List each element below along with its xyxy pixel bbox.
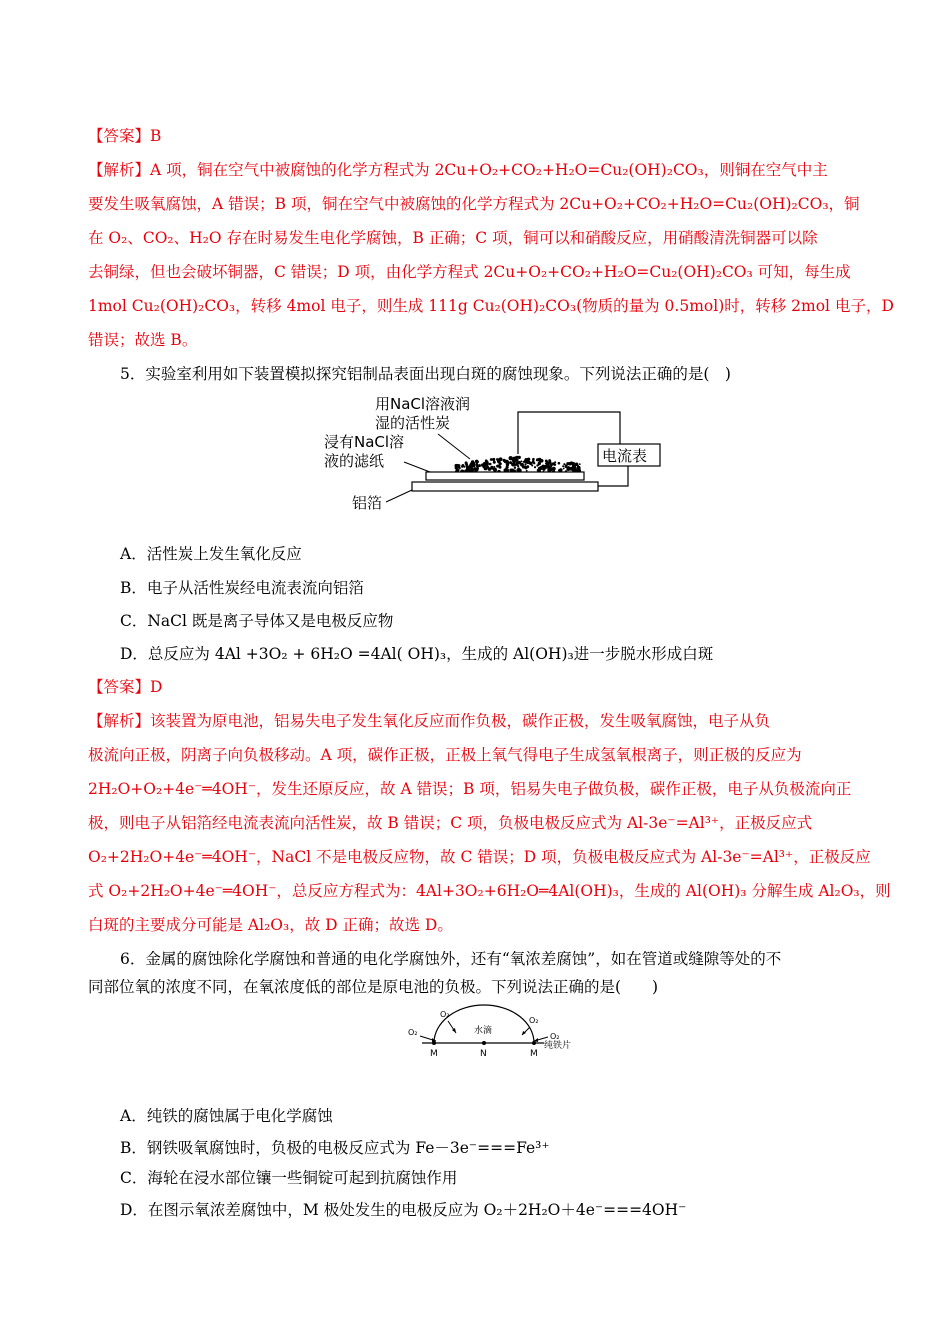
label-carbon: 用NaCl溶液润: [375, 395, 471, 413]
label-paper: 液的滤纸: [324, 452, 385, 470]
q6-oxygen-cell-figure: [398, 1003, 588, 1081]
activated-carbon: [455, 456, 582, 474]
q5-analysis-line: 2H₂O+O₂+4e⁻═4OH⁻，发生还原反应，故 A 错误；B 项，铝易失电子做负极，碳作正极，电子从负极流向正: [88, 780, 852, 798]
m-right-point: [532, 1041, 536, 1045]
q4-analysis-line: 要发生吸氧腐蚀，A 错误；B 项，铜在空气中被腐蚀的化学方程式为 2Cu+O₂+CO₂+H₂O=Cu₂(OH)₂CO₃，铜: [88, 195, 860, 213]
label-carbon: 湿的活性炭: [375, 414, 451, 432]
q5-option-c: C．NaCl 既是离子导体又是电极反应物: [120, 612, 394, 630]
analysis-label: 【解析】: [88, 161, 151, 179]
q4-analysis-line: 去铜绿，但也会破坏铜器，C 错误；D 项，由化学方程式 2Cu+O₂+CO₂+H₂O=Cu₂(OH)₂CO₃ 可知，每生成: [88, 263, 851, 281]
q5-option-d: D．总反应为 4Al +3O₂ + 6H₂O =4Al( OH)₃，生成的 Al(OH)₃进一步脱水形成白斑: [120, 645, 714, 663]
q4-answer: 【答案】B: [88, 127, 162, 145]
q5-analysis-line: 式 O₂+2H₂O+4e⁻═4OH⁻，总反应方程式为：4Al+3O₂+6H₂O═4Al(OH)₃，生成的 Al(OH)₃ 分解生成 Al₂O₃，则: [88, 882, 891, 900]
label-meter: 电流表: [602, 447, 648, 465]
m-left-label: M: [430, 1049, 438, 1059]
q5-analysis-line: 【解析】该装置为原电池，铝易失电子发生氧化反应而作负极，碳作正极，发生吸氧腐蚀，电子从负: [88, 712, 771, 730]
o2-label: O₂: [529, 1016, 539, 1025]
o2-label: O₂: [408, 1028, 418, 1037]
m-right-label: M: [530, 1049, 538, 1059]
q4-analysis-line: 1mol Cu₂(OH)₂CO₃，转移 4mol 电子，则生成 111g Cu₂(OH)₂CO₃(物质的量为 0.5mol)时，转移 2mol 电子，D: [88, 297, 894, 315]
q4-analysis-line: 【解析】A 项，铜在空气中被腐蚀的化学方程式为 2Cu+O₂+CO₂+H₂O=Cu₂(OH)₂CO₃，则铜在空气中主: [88, 161, 828, 179]
q5-analysis-line: 极，则电子从铝箔经电流表流向活性炭，故 B 错误；C 项，负极电极反应式为 Al-3e⁻=Al³⁺，正极反应式: [88, 814, 813, 832]
q4-analysis-line: 错误；故选 B。: [88, 331, 198, 349]
leader-line: [438, 434, 470, 459]
q6-stem: 同部位氧的浓度不同，在氧浓度低的部位是原电池的负极。下列说法正确的是( ): [88, 978, 659, 996]
analysis-label: 【解析】: [88, 712, 151, 730]
q6-option-b: B．钢铁吸氧腐蚀时，负极的电极反应式为 Fe－3e⁻===Fe³⁺: [120, 1139, 550, 1157]
label-foil: 铝箔: [352, 494, 383, 512]
q6-option-a: A．纯铁的腐蚀属于电化学腐蚀: [120, 1107, 333, 1125]
q5-analysis-line: O₂+2H₂O+4e⁻═4OH⁻，NaCl 不是电极反应物，故 C 错误；D 项，负极电极反应式为 Al-3e⁻=Al³⁺，正极反应: [88, 848, 871, 866]
wire: [598, 466, 628, 486]
leader-line: [386, 490, 412, 502]
q5-analysis-line: 白斑的主要成分可能是 Al₂O₃，故 D 正确；故选 D。: [88, 916, 453, 934]
q6-stem: 6．金属的腐蚀除化学腐蚀和普通的电化学腐蚀外，还有“氧浓差腐蚀”，如在管道或缝隙等处的不: [120, 950, 782, 968]
leader-line: [404, 462, 430, 472]
label-paper: 浸有NaCl溶: [324, 433, 405, 451]
q5-option-b: B．电子从活性炭经电流表流向铝箔: [120, 579, 364, 597]
q5-answer: 【答案】D: [88, 678, 163, 696]
o2-label: O₂: [440, 1010, 450, 1019]
o2-label: O₂: [550, 1032, 560, 1041]
q6-option-c: C．海轮在浸水部位镶一些铜锭可起到抗腐蚀作用: [120, 1169, 458, 1187]
q5-option-a: A．活性炭上发生氧化反应: [120, 545, 302, 563]
iron-label: 纯铁片: [544, 1041, 572, 1051]
n-label: N: [480, 1049, 487, 1059]
water-label: 水滴: [474, 1026, 493, 1036]
q5-stem: 5．实验室利用如下装置模拟探究铝制品表面出现白斑的腐蚀现象。下列说法正确的是( ): [120, 365, 731, 383]
q5-analysis-line: 极流向正极，阴离子向负极移动。A 项，碳作正极，正极上氧气得电子生成氢氧根离子，则正极的反应为: [88, 746, 802, 764]
q6-option-d: D．在图示氧浓差腐蚀中，M 极处发生的电极反应为 O₂＋2H₂O＋4e⁻===4OH⁻: [120, 1201, 687, 1219]
filter-paper: [426, 472, 584, 480]
aluminium-foil: [412, 482, 598, 491]
n-point: [482, 1041, 486, 1045]
q5-apparatus-figure: [320, 392, 670, 520]
q4-analysis-line: 在 O₂、CO₂、H₂O 存在时易发生电化学腐蚀，B 正确；C 项，铜可以和硝酸反应，用硝酸清洗铜器可以除: [88, 229, 818, 247]
